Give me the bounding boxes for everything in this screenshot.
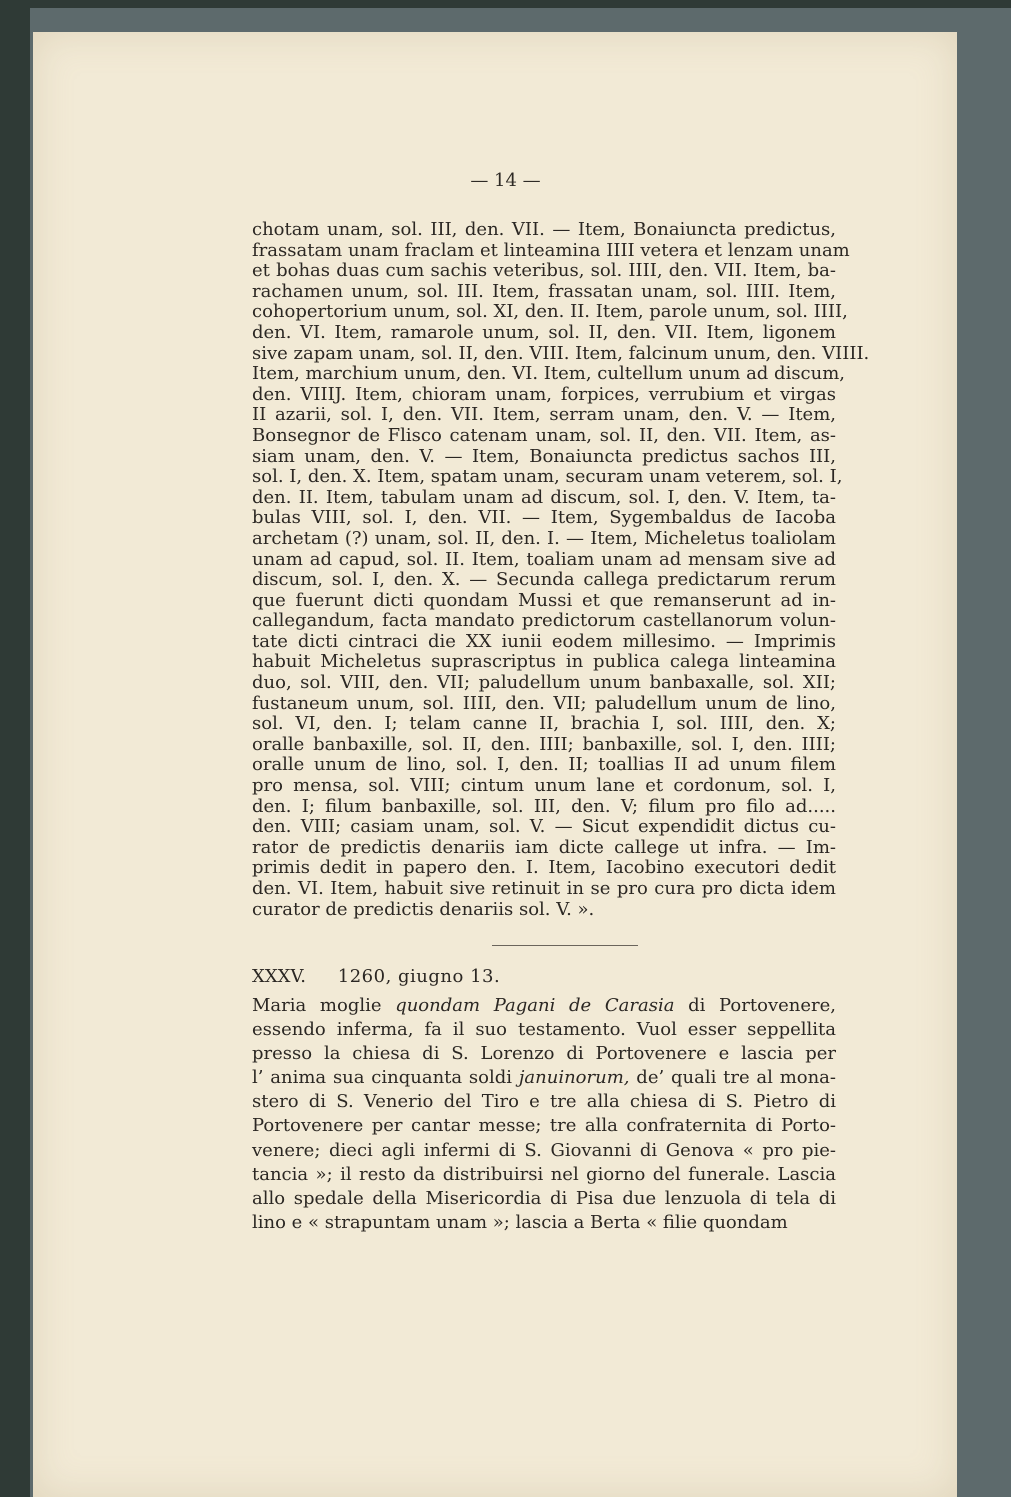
body-line: rachamen unum, sol. III. Item, frassatan unam, sol. IIII. Item,	[252, 280, 836, 302]
section-line-text: de’ quali tre al mona-	[629, 1067, 836, 1089]
body-line: chotam unam, sol. III, den. VII. — Item, Bonaiuncta predictus,	[252, 219, 836, 240]
section-line	[252, 1114, 836, 1138]
body-line: unam ad capud, sol. II. Item, toaliam unam ad mensam sive ad	[252, 548, 836, 570]
body-line: oralle banbaxille, sol. II, den. IIII; banbaxille, sol. I, den. IIII;	[252, 733, 836, 755]
body-line: curator de predictis denariis sol. V. ».	[252, 898, 595, 920]
section-line-text: Maria moglie	[252, 995, 396, 1016]
body-line: archetam (?) unam, sol. II, den. I. — Item, Micheletus toaliolam	[252, 527, 836, 549]
body-line: oralle unum de lino, sol. I, den. II; toallias II ad unum filem	[252, 754, 836, 776]
section-line	[252, 1042, 836, 1066]
body-line: que fuerunt dicti quondam Mussi et que remanserunt ad in-	[252, 589, 836, 611]
body-line: den. VIII; casiam unam, sol. V. — Sicut expendidit dictus cu-	[252, 816, 836, 838]
section-line	[252, 1163, 836, 1187]
body-line: Item, marchium unum, den. VI. Item, cultellum unum ad discum,	[252, 363, 846, 385]
body-line: den. VI. Item, habuit sive retinuit in se pro cura pro dicta idem	[252, 878, 836, 899]
section-line	[252, 994, 836, 1018]
section-line-italic: januinorum,	[518, 1067, 630, 1089]
section-line-text: tancia »; il resto da distribuirsi nel giorno del funerale. Lascia	[252, 1163, 836, 1185]
body-line: bulas VIII, sol. I, den. VII. — Item, Sygembaldus de Iacoba	[252, 507, 836, 529]
section-line-text: lino e « strapuntam unam »; lascia a Berta « filie quondam	[252, 1211, 788, 1233]
body-line: cohopertorium unum, sol. XI, den. II. Item, parole unum, sol. IIII,	[252, 301, 848, 323]
section-line	[252, 1211, 836, 1235]
section-line-text: presso la chiesa di S. Lorenzo di Portovenere e lascia per	[252, 1043, 836, 1065]
section-line-text: l’ anima sua cinquanta soldi	[252, 1067, 519, 1089]
section-number: XXXV.	[252, 966, 307, 987]
body-line: den. VIIIJ. Item, chioram unam, forpices, verrubium et virgas	[252, 383, 836, 405]
body-line: tate dicti cintraci die XX iunii eodem millesimo. — Imprimis	[252, 630, 836, 652]
section-date: 1260, giugno 13.	[337, 966, 501, 987]
body-line: primis dedit in papero den. I. Item, Iacobino executori dedit	[252, 857, 836, 879]
body-line: den. VI. Item, ramarole unum, sol. II, den. VII. Item, ligonem	[252, 321, 836, 343]
section-line-text: essendo inferma, fa il suo testamento. Vuol esser seppellita	[252, 1019, 836, 1041]
body-line: II azarii, sol. I, den. VII. Item, serram unam, den. V. — Item,	[252, 404, 836, 426]
body-line: fustaneum unum, sol. IIII, den. VII; paludellum unum de lino,	[252, 692, 836, 714]
body-line: pro mensa, sol. VIII; cintum unum lane et cordonum, sol. I,	[252, 775, 836, 797]
body-line: sol. VI, den. I; telam canne II, brachia I, sol. IIII, den. X;	[252, 713, 836, 735]
body-line: sol. I, den. X. Item, spatam unam, securam unam veterem, sol. I,	[252, 466, 843, 488]
body-text	[252, 219, 870, 920]
body-line: et bohas duas cum sachis veteribus, sol. IIII, den. VII. Item, ba-	[252, 260, 836, 282]
section-line	[252, 1139, 836, 1163]
body-line: frassatam unam fraclam et linteamina IIII vetera et lenzam unam	[252, 239, 850, 261]
section-divider	[492, 945, 638, 946]
section-heading	[252, 966, 500, 987]
section-line-italic: quondam Pagani de Carasia	[395, 995, 675, 1016]
body-line: callegandum, facta mandato predictorum castellanorum volun-	[252, 610, 836, 632]
body-line: den. I; filum banbaxille, sol. III, den. V; filum pro filo ad.....	[252, 795, 836, 817]
section-line	[252, 1066, 836, 1090]
section-line-text: stero di S. Venerio del Tiro e tre alla chiesa di S. Pietro di	[252, 1091, 836, 1113]
body-line: sive zapam unam, sol. II, den. VIII. Item, falcinum unum, den. VIIII.	[252, 342, 870, 364]
section-text	[252, 994, 836, 1235]
body-line: siam unam, den. V. — Item, Bonaiuncta predictus sachos III,	[252, 445, 836, 467]
section-line-text: Portovenere per cantar messe; tre alla confraternita di Porto-	[252, 1115, 836, 1137]
body-line: habuit Micheletus suprascriptus in publica calega linteamina	[252, 651, 836, 673]
section-line	[252, 1090, 836, 1114]
section-line-text: venere; dieci agli infermi di S. Giovanni di Genova « pro pie-	[252, 1139, 836, 1161]
body-line: Bonsegnor de Flisco catenam unam, sol. II, den. VII. Item, as-	[252, 424, 836, 446]
section-line-text: allo spedale della Misericordia di Pisa due lenzuola di tela di	[252, 1187, 836, 1209]
body-line: duo, sol. VIII, den. VII; paludellum unum banbaxalle, sol. XII;	[252, 672, 836, 694]
body-line: rator de predictis denariis iam dicte callege ut infra. — Im-	[252, 836, 836, 858]
page-number: — 14 —	[470, 170, 541, 191]
body-line: discum, sol. I, den. X. — Secunda callega predictarum rerum	[252, 569, 836, 591]
body-line: den. II. Item, tabulam unam ad discum, sol. I, den. V. Item, ta-	[252, 486, 836, 508]
section-line	[252, 1187, 836, 1211]
section-line	[252, 1018, 836, 1042]
section-line-text: di Portovenere,	[674, 995, 836, 1016]
